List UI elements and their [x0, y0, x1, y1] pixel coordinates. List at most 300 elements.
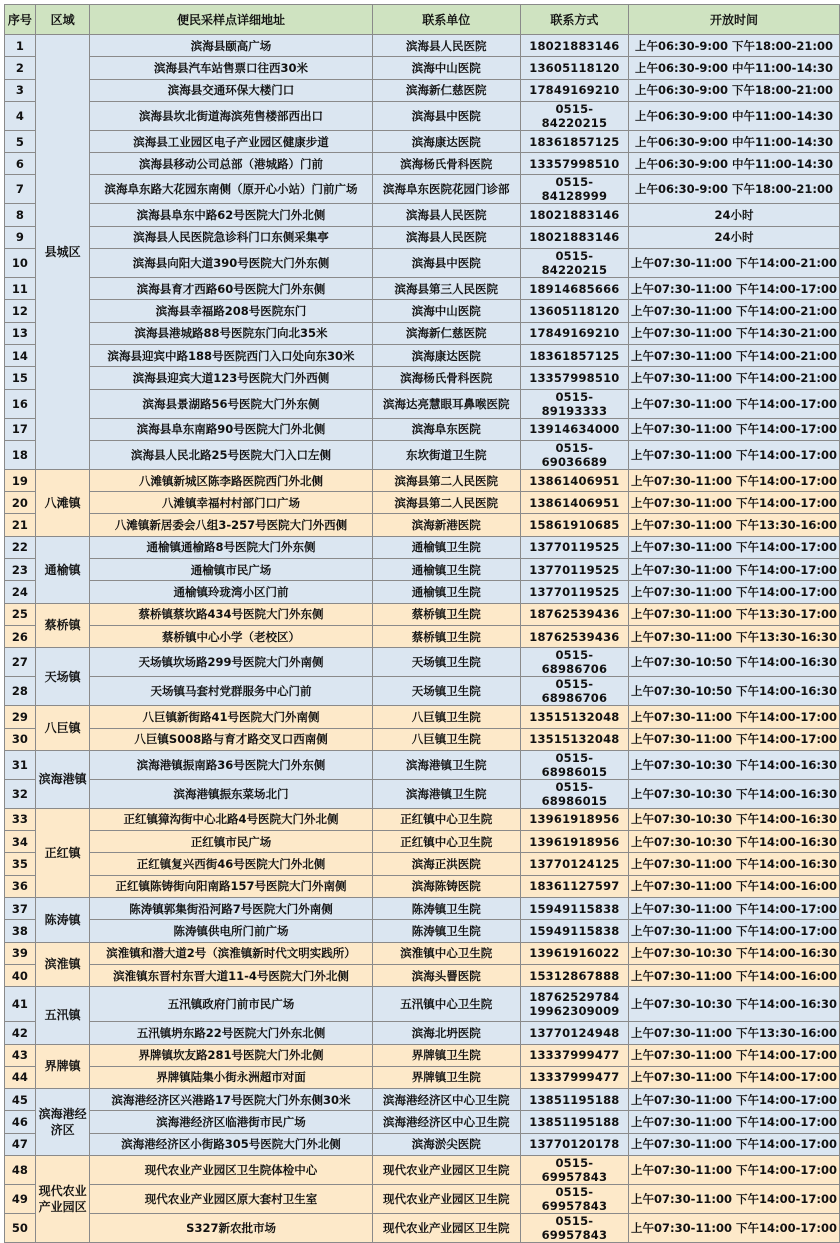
header-district: 区域: [35, 5, 89, 35]
cell-unit: 东坎街道卫生院: [372, 440, 520, 469]
cell-seq: 4: [5, 101, 36, 130]
cell-hours: 上午06:30-9:00 中午11:00-14:30: [628, 57, 839, 79]
table-row: [5, 344, 840, 366]
cell-seq: 17: [5, 418, 36, 440]
cell-phone: 0515-84220215: [520, 101, 628, 130]
cell-seq: 39: [5, 942, 36, 964]
cell-seq: 31: [5, 750, 36, 779]
table-row: [5, 1184, 840, 1213]
cell-hours: 上午07:30-11:00 下午14:00-17:00: [628, 1044, 839, 1066]
cell-phone: 15312867888: [520, 964, 628, 986]
cell-unit: 滨海新仁慈医院: [372, 79, 520, 101]
table-row: [5, 1155, 840, 1184]
table-row: [5, 492, 840, 514]
cell-hours: 上午07:30-11:00 下午14:00-17:00: [628, 1155, 839, 1184]
cell-district: 现代农业产业园区: [35, 1155, 89, 1242]
cell-hours: 上午07:30-11:00 下午14:00-17:00: [628, 559, 839, 581]
cell-hours: 上午07:30-10:30 下午14:00-16:30: [628, 808, 839, 830]
cell-seq: 12: [5, 300, 36, 322]
table-row: [5, 750, 840, 779]
cell-seq: 6: [5, 153, 36, 175]
cell-unit: 滨海县人民医院: [372, 35, 520, 57]
table-row: [5, 514, 840, 536]
cell-unit: 滨淮镇中心卫生院: [372, 942, 520, 964]
table-row: [5, 942, 840, 964]
cell-address: 八巨镇新街路41号医院大门外南侧: [90, 706, 372, 728]
cell-unit: 滨海陈铸医院: [372, 875, 520, 897]
cell-unit: 八巨镇卫生院: [372, 728, 520, 750]
cell-hours: 上午07:30-11:00 下午14:00-17:00: [628, 1066, 839, 1088]
cell-address: S327新农批市场: [90, 1213, 372, 1242]
cell-unit: 陈涛镇卫生院: [372, 920, 520, 942]
cell-hours: 上午07:30-11:00 下午14:30-21:00: [628, 322, 839, 344]
cell-hours: 上午07:30-11:00 下午14:00-21:00: [628, 300, 839, 322]
cell-address: 正红镇獐沟街中心北路4号医院大门外北侧: [90, 808, 372, 830]
cell-unit: 现代农业产业园区卫生院: [372, 1155, 520, 1184]
cell-unit: 五汛镇中心卫生院: [372, 987, 520, 1022]
cell-hours: 上午07:30-11:00 下午13:30-16:00: [628, 514, 839, 536]
cell-phone: 18361857125: [520, 130, 628, 152]
cell-unit: 滨海新仁慈医院: [372, 322, 520, 344]
cell-unit: 滨海港镇卫生院: [372, 750, 520, 779]
cell-phone: 13770120178: [520, 1133, 628, 1155]
table-row: [5, 79, 840, 101]
cell-seq: 48: [5, 1155, 36, 1184]
table-header-row: [5, 5, 840, 35]
cell-seq: 24: [5, 581, 36, 603]
cell-phone: 13770124125: [520, 853, 628, 875]
cell-hours: 上午07:30-10:30 下午14:00-16:30: [628, 987, 839, 1022]
cell-unit: 滨海新港医院: [372, 514, 520, 536]
cell-hours: 上午07:30-11:00 下午14:00-17:00: [628, 492, 839, 514]
cell-hours: 上午07:30-11:00 下午14:00-17:00: [628, 1184, 839, 1213]
table-row: [5, 1044, 840, 1066]
table-row: [5, 1022, 840, 1044]
table-row: [5, 204, 840, 226]
cell-hours: 上午07:30-11:00 下午14:00-17:00: [628, 440, 839, 469]
cell-seq: 26: [5, 625, 36, 647]
cell-phone: 18914685666: [520, 278, 628, 300]
cell-unit: 正红镇中心卫生院: [372, 831, 520, 853]
header-unit: 联系单位: [372, 5, 520, 35]
table-row: [5, 1111, 840, 1133]
cell-district: 通榆镇: [35, 536, 89, 603]
cell-district: 正红镇: [35, 808, 89, 897]
cell-seq: 43: [5, 1044, 36, 1066]
cell-seq: 22: [5, 536, 36, 558]
cell-unit: 滨海县中医院: [372, 249, 520, 278]
cell-phone: 13914634000: [520, 418, 628, 440]
cell-unit: 界牌镇卫生院: [372, 1066, 520, 1088]
cell-unit: 滨海康达医院: [372, 130, 520, 152]
cell-seq: 47: [5, 1133, 36, 1155]
cell-seq: 15: [5, 367, 36, 389]
cell-phone: 0515-69957843: [520, 1213, 628, 1242]
cell-seq: 3: [5, 79, 36, 101]
cell-hours: 上午07:30-11:00 下午14:00-16:30: [628, 853, 839, 875]
cell-hours: 上午07:30-10:50 下午14:00-16:30: [628, 648, 839, 677]
cell-district: 滨海港镇: [35, 750, 89, 808]
cell-address: 滨海县育才西路60号医院大门外东侧: [90, 278, 372, 300]
table-row: [5, 625, 840, 647]
cell-seq: 32: [5, 779, 36, 808]
table-row: [5, 898, 840, 920]
cell-phone: 13770119525: [520, 581, 628, 603]
cell-unit: 滨海阜东医院花园门诊部: [372, 175, 520, 204]
cell-seq: 45: [5, 1089, 36, 1111]
cell-hours: 上午06:30-9:00 下午18:00-21:00: [628, 175, 839, 204]
cell-unit: 滨海县第二人民医院: [372, 469, 520, 491]
cell-seq: 40: [5, 964, 36, 986]
cell-hours: 上午06:30-9:00 下午18:00-21:00: [628, 35, 839, 57]
cell-phone: 13861406951: [520, 469, 628, 491]
cell-phone: 18021883146: [520, 226, 628, 248]
cell-district: 五汛镇: [35, 987, 89, 1044]
table-row: [5, 779, 840, 808]
cell-phone: 0515-68986015: [520, 750, 628, 779]
cell-phone: 13357998510: [520, 367, 628, 389]
cell-unit: 通榆镇卫生院: [372, 559, 520, 581]
table-row: [5, 728, 840, 750]
cell-address: 滨海阜东路大花园东南侧（原开心小站）门前广场: [90, 175, 372, 204]
table-row: [5, 581, 840, 603]
cell-hours: 上午07:30-11:00 下午14:00-17:00: [628, 536, 839, 558]
cell-seq: 10: [5, 249, 36, 278]
cell-phone: 13851195188: [520, 1111, 628, 1133]
cell-district: 县城区: [35, 35, 89, 470]
cell-hours: 24小时: [628, 226, 839, 248]
cell-unit: 现代农业产业园区卫生院: [372, 1213, 520, 1242]
cell-hours: 上午07:30-10:30 下午14:00-16:30: [628, 942, 839, 964]
table-row: [5, 987, 840, 1022]
cell-district: 滨淮镇: [35, 942, 89, 987]
cell-address: 界牌镇坎友路281号医院大门外北侧: [90, 1044, 372, 1066]
cell-phone: 18762539436: [520, 625, 628, 647]
cell-phone: 13357998510: [520, 153, 628, 175]
cell-seq: 27: [5, 648, 36, 677]
cell-district: 八滩镇: [35, 469, 89, 536]
cell-phone: 0515-84220215: [520, 249, 628, 278]
cell-hours: 上午07:30-11:00 下午14:00-17:00: [628, 469, 839, 491]
table-row: [5, 175, 840, 204]
cell-hours: 上午06:30-9:00 中午11:00-14:30: [628, 130, 839, 152]
cell-unit: 现代农业产业园区卫生院: [372, 1184, 520, 1213]
cell-district: 八巨镇: [35, 706, 89, 751]
cell-seq: 21: [5, 514, 36, 536]
table-row: [5, 559, 840, 581]
cell-seq: 34: [5, 831, 36, 853]
cell-seq: 35: [5, 853, 36, 875]
cell-unit: 滨海杨氏骨科医院: [372, 367, 520, 389]
cell-address: 通榆镇通榆路8号医院大门外东侧: [90, 536, 372, 558]
header-hours: 开放时间: [628, 5, 839, 35]
table-row: [5, 226, 840, 248]
cell-seq: 20: [5, 492, 36, 514]
table-row: [5, 153, 840, 175]
cell-phone: 18762529784 19962309009: [520, 987, 628, 1022]
cell-unit: 滨海杨氏骨科医院: [372, 153, 520, 175]
cell-address: 蔡桥镇中心小学（老校区）: [90, 625, 372, 647]
table-row: [5, 831, 840, 853]
cell-hours: 上午07:30-11:00 下午14:00-17:00: [628, 1111, 839, 1133]
cell-hours: 上午06:30-9:00 中午11:00-14:30: [628, 101, 839, 130]
cell-district: 天场镇: [35, 648, 89, 706]
cell-hours: 上午07:30-11:00 下午14:00-21:00: [628, 249, 839, 278]
cell-hours: 上午07:30-10:30 下午14:00-16:30: [628, 750, 839, 779]
cell-phone: 0515-68986706: [520, 677, 628, 706]
cell-address: 通榆镇玲珑湾小区门前: [90, 581, 372, 603]
cell-district: 滨海港经济区: [35, 1089, 89, 1156]
cell-address: 滨海县坎北街道海滨苑售楼部西出口: [90, 101, 372, 130]
cell-address: 滨海县港城路88号医院东门向北35米: [90, 322, 372, 344]
cell-unit: 滨海县人民医院: [372, 204, 520, 226]
cell-unit: 正红镇中心卫生院: [372, 808, 520, 830]
table-row: [5, 367, 840, 389]
cell-phone: 13770119525: [520, 536, 628, 558]
cell-seq: 37: [5, 898, 36, 920]
cell-phone: 13605118120: [520, 57, 628, 79]
cell-address: 蔡桥镇蔡坎路434号医院大门外东侧: [90, 603, 372, 625]
cell-district: 陈涛镇: [35, 898, 89, 943]
table-row: [5, 130, 840, 152]
cell-phone: 17849169210: [520, 322, 628, 344]
cell-hours: 上午07:30-11:00 下午14:00-17:00: [628, 920, 839, 942]
cell-unit: 滨海淤尖医院: [372, 1133, 520, 1155]
cell-seq: 41: [5, 987, 36, 1022]
cell-unit: 通榆镇卫生院: [372, 536, 520, 558]
cell-address: 五汛镇坍东路22号医院大门外东北侧: [90, 1022, 372, 1044]
table-row: [5, 853, 840, 875]
cell-seq: 46: [5, 1111, 36, 1133]
cell-phone: 15861910685: [520, 514, 628, 536]
cell-unit: 滨海县第三人民医院: [372, 278, 520, 300]
cell-seq: 23: [5, 559, 36, 581]
cell-unit: 滨海达亮慧眼耳鼻喉医院: [372, 389, 520, 418]
cell-unit: 滨海正洪医院: [372, 853, 520, 875]
cell-address: 滨淮镇东晋村东晋大道11-4号医院大门外北侧: [90, 964, 372, 986]
cell-district: 界牌镇: [35, 1044, 89, 1089]
cell-seq: 36: [5, 875, 36, 897]
cell-address: 陈涛镇郭集街沿河路7号医院大门外南侧: [90, 898, 372, 920]
cell-address: 五汛镇政府门前市民广场: [90, 987, 372, 1022]
cell-seq: 7: [5, 175, 36, 204]
cell-seq: 28: [5, 677, 36, 706]
cell-address: 正红镇市民广场: [90, 831, 372, 853]
cell-phone: 18361857125: [520, 344, 628, 366]
cell-phone: 18762539436: [520, 603, 628, 625]
cell-phone: 13961916022: [520, 942, 628, 964]
table-row: [5, 875, 840, 897]
cell-hours: 上午07:30-11:00 下午14:00-17:00: [628, 581, 839, 603]
cell-unit: 蔡桥镇卫生院: [372, 625, 520, 647]
cell-seq: 1: [5, 35, 36, 57]
cell-seq: 14: [5, 344, 36, 366]
cell-seq: 19: [5, 469, 36, 491]
cell-address: 滨海县工业园区电子产业园区健康步道: [90, 130, 372, 152]
table-row: [5, 808, 840, 830]
cell-phone: 13337999477: [520, 1066, 628, 1088]
cell-address: 滨海县移动公司总部（港城路）门前: [90, 153, 372, 175]
cell-unit: 滨海中山医院: [372, 57, 520, 79]
cell-seq: 44: [5, 1066, 36, 1088]
table-row: [5, 1133, 840, 1155]
cell-hours: 上午07:30-11:00 下午14:00-17:00: [628, 1213, 839, 1242]
cell-address: 滨海县交通环保大楼门口: [90, 79, 372, 101]
cell-address: 滨海县阜东中路62号医院大门外北侧: [90, 204, 372, 226]
header-address: 便民采样点详细地址: [90, 5, 372, 35]
cell-unit: 滨海县中医院: [372, 101, 520, 130]
cell-seq: 38: [5, 920, 36, 942]
cell-address: 八滩镇幸福村村部门口广场: [90, 492, 372, 514]
cell-seq: 9: [5, 226, 36, 248]
cell-address: 滨海县颐高广场: [90, 35, 372, 57]
cell-address: 滨海县幸福路208号医院东门: [90, 300, 372, 322]
cell-address: 滨海县人民医院急诊科门口东侧采集亭: [90, 226, 372, 248]
cell-hours: 上午07:30-10:50 下午14:00-16:30: [628, 677, 839, 706]
cell-hours: 上午07:30-11:00 下午14:00-17:00: [628, 706, 839, 728]
cell-address: 滨海港经济区小街路305号医院大门外北侧: [90, 1133, 372, 1155]
cell-address: 正红镇陈铸街向阳南路157号医院大门外南侧: [90, 875, 372, 897]
cell-unit: 滨海阜东医院: [372, 418, 520, 440]
table-row: [5, 1066, 840, 1088]
cell-address: 滨海县迎宾中路188号医院西门入口处向东30米: [90, 344, 372, 366]
cell-seq: 16: [5, 389, 36, 418]
cell-address: 通榆镇市民广场: [90, 559, 372, 581]
table-row: [5, 440, 840, 469]
cell-phone: 13851195188: [520, 1089, 628, 1111]
cell-seq: 50: [5, 1213, 36, 1242]
table-row: [5, 35, 840, 57]
cell-address: 滨海县向阳大道390号医院大门外东侧: [90, 249, 372, 278]
cell-hours: 上午07:30-10:30 下午14:00-16:30: [628, 831, 839, 853]
cell-seq: 49: [5, 1184, 36, 1213]
cell-address: 滨海港经济区临港街市民广场: [90, 1111, 372, 1133]
cell-unit: 八巨镇卫生院: [372, 706, 520, 728]
cell-address: 滨淮镇和潜大道2号（滨淮镇新时代文明实践所）: [90, 942, 372, 964]
cell-address: 现代农业产业园区卫生院体检中心: [90, 1155, 372, 1184]
cell-hours: 上午07:30-11:00 下午14:00-17:00: [628, 1133, 839, 1155]
cell-phone: 0515-84128999: [520, 175, 628, 204]
cell-hours: 上午06:30-9:00 下午18:00-21:00: [628, 79, 839, 101]
cell-address: 滨海县汽车站售票口往西30米: [90, 57, 372, 79]
table-row: [5, 322, 840, 344]
cell-phone: 13770124948: [520, 1022, 628, 1044]
cell-unit: 通榆镇卫生院: [372, 581, 520, 603]
table-row: [5, 706, 840, 728]
cell-seq: 42: [5, 1022, 36, 1044]
cell-seq: 11: [5, 278, 36, 300]
cell-phone: 0515-89193333: [520, 389, 628, 418]
cell-phone: 0515-68986706: [520, 648, 628, 677]
header-seq: 序号: [5, 5, 36, 35]
cell-hours: 上午07:30-11:00 下午14:00-21:00: [628, 344, 839, 366]
cell-hours: 上午07:30-11:00 下午14:00-17:00: [628, 418, 839, 440]
cell-hours: 上午07:30-10:30 下午14:00-16:30: [628, 779, 839, 808]
table-row: [5, 249, 840, 278]
cell-hours: 上午07:30-11:00 下午14:00-16:00: [628, 875, 839, 897]
cell-hours: 上午07:30-11:00 下午14:00-17:00: [628, 728, 839, 750]
cell-address: 滨海县景湖路56号医院大门外东侧: [90, 389, 372, 418]
cell-phone: 18021883146: [520, 204, 628, 226]
cell-phone: 13770119525: [520, 559, 628, 581]
cell-unit: 滨海县人民医院: [372, 226, 520, 248]
table-row: [5, 1213, 840, 1242]
cell-unit: 滨海中山医院: [372, 300, 520, 322]
cell-unit: 陈涛镇卫生院: [372, 898, 520, 920]
cell-address: 滨海港镇振东菜场北门: [90, 779, 372, 808]
cell-unit: 滨海港经济区中心卫生院: [372, 1089, 520, 1111]
table-row: [5, 536, 840, 558]
cell-address: 滨海县阜东南路90号医院大门外北侧: [90, 418, 372, 440]
table-row: [5, 469, 840, 491]
table-row: [5, 101, 840, 130]
cell-phone: 18361127597: [520, 875, 628, 897]
cell-phone: 13961918956: [520, 831, 628, 853]
table-row: [5, 418, 840, 440]
cell-address: 滨海县人民北路25号医院大门入口左侧: [90, 440, 372, 469]
cell-seq: 33: [5, 808, 36, 830]
cell-seq: 30: [5, 728, 36, 750]
cell-seq: 18: [5, 440, 36, 469]
cell-address: 八滩镇新城区陈李路医院西门外北侧: [90, 469, 372, 491]
table-row: [5, 920, 840, 942]
cell-seq: 8: [5, 204, 36, 226]
cell-unit: 天场镇卫生院: [372, 648, 520, 677]
cell-address: 界牌镇陆集小街永洲超市对面: [90, 1066, 372, 1088]
cell-unit: 滨海康达医院: [372, 344, 520, 366]
cell-hours: 24小时: [628, 204, 839, 226]
cell-phone: 18021883146: [520, 35, 628, 57]
cell-phone: 13337999477: [520, 1044, 628, 1066]
cell-unit: 滨海县第二人民医院: [372, 492, 520, 514]
cell-address: 滨海港经济区兴港路17号医院大门外东侧30米: [90, 1089, 372, 1111]
table-body: [5, 35, 840, 1243]
header-phone: 联系方式: [520, 5, 628, 35]
cell-seq: 13: [5, 322, 36, 344]
cell-hours: 上午06:30-9:00 中午11:00-14:30: [628, 153, 839, 175]
cell-seq: 29: [5, 706, 36, 728]
sampling-sites-table-container: [4, 4, 840, 1243]
table-row: [5, 300, 840, 322]
table-row: [5, 57, 840, 79]
cell-address: 天场镇马套村党群服务中心门前: [90, 677, 372, 706]
cell-unit: 蔡桥镇卫生院: [372, 603, 520, 625]
table-row: [5, 648, 840, 677]
cell-seq: 2: [5, 57, 36, 79]
cell-unit: 滨海头罾医院: [372, 964, 520, 986]
cell-hours: 上午07:30-11:00 下午14:00-16:00: [628, 964, 839, 986]
table-row: [5, 603, 840, 625]
cell-hours: 上午07:30-11:00 下午13:30-16:30: [628, 625, 839, 647]
table-row: [5, 964, 840, 986]
cell-unit: 滨海港经济区中心卫生院: [372, 1111, 520, 1133]
cell-seq: 5: [5, 130, 36, 152]
table-row: [5, 389, 840, 418]
cell-phone: 0515-68986015: [520, 779, 628, 808]
cell-hours: 上午07:30-11:00 下午14:00-17:00: [628, 278, 839, 300]
cell-unit: 滨海港镇卫生院: [372, 779, 520, 808]
cell-phone: 0515-69957843: [520, 1155, 628, 1184]
table-row: [5, 1089, 840, 1111]
cell-phone: 15949115838: [520, 920, 628, 942]
cell-address: 现代农业产业园区原大套村卫生室: [90, 1184, 372, 1213]
cell-phone: 13515132048: [520, 728, 628, 750]
cell-phone: 0515-69036689: [520, 440, 628, 469]
cell-phone: 0515-69957843: [520, 1184, 628, 1213]
sampling-sites-table: [4, 4, 840, 1243]
cell-unit: 界牌镇卫生院: [372, 1044, 520, 1066]
cell-hours: 上午07:30-11:00 下午14:00-17:00: [628, 898, 839, 920]
